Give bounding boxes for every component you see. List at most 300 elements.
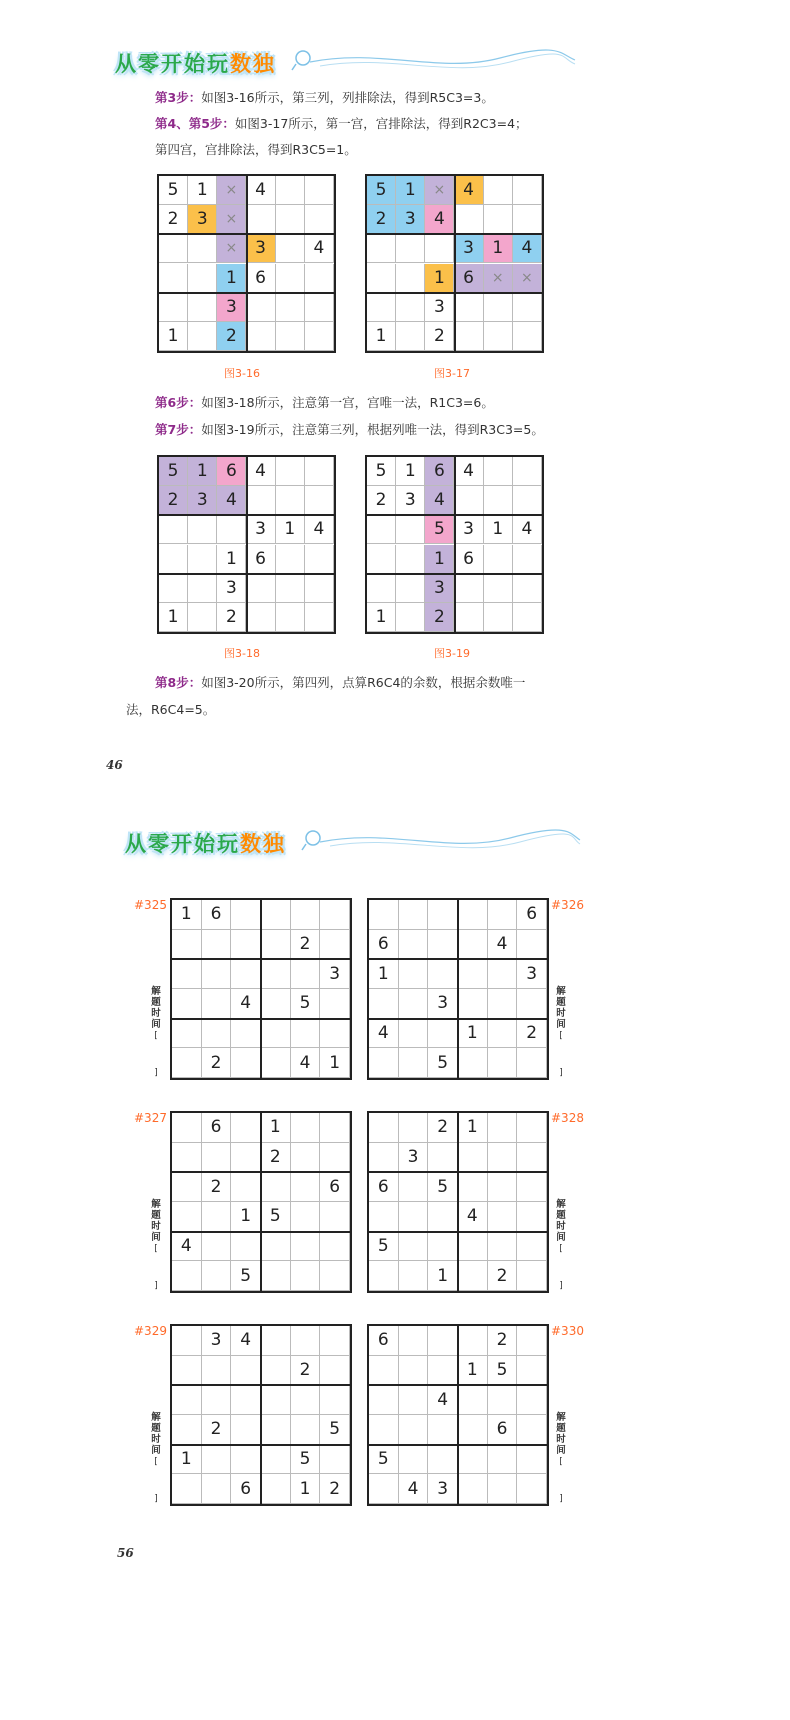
grid-cell <box>488 1019 518 1049</box>
grid-cell <box>261 1356 291 1386</box>
grid-cell <box>488 1113 518 1143</box>
grid-cell <box>291 1113 321 1143</box>
grid-cell <box>305 603 334 632</box>
grid-cell <box>320 1202 350 1232</box>
caption-fig17: 图3-17 <box>434 367 470 380</box>
grid-cell <box>276 545 305 574</box>
grid-cell: 1 <box>188 176 217 205</box>
book-title <box>115 48 276 78</box>
step-body: 如图3-17所示，第一宫，宫排除法，得到R2C3=4； <box>234 116 528 131</box>
grid-cell: 4 <box>305 515 334 544</box>
grid-cell <box>484 293 513 322</box>
grid-cell <box>425 234 454 263</box>
grid-cell: 5 <box>369 1232 399 1262</box>
grid-cell: 3 <box>396 205 425 234</box>
grid-cell: 4 <box>291 1048 321 1078</box>
puzzle-number: #327 <box>134 1111 167 1125</box>
grid-cell <box>399 1445 429 1475</box>
book-header-page2 <box>0 820 720 870</box>
grid-cell: 5 <box>425 515 454 544</box>
grid-cell <box>399 1113 429 1143</box>
grid-cell <box>458 1385 488 1415</box>
step8-text <box>155 674 525 692</box>
grid-cell <box>291 1019 321 1049</box>
box-divider <box>367 233 542 235</box>
grid-cell: 1 <box>425 545 454 574</box>
grid-cell <box>369 989 399 1019</box>
grid-cell <box>159 293 188 322</box>
grid-cell <box>202 1143 232 1173</box>
grid-cell <box>172 930 202 960</box>
box-divider <box>172 1018 350 1020</box>
grid-cell: 2 <box>217 603 246 632</box>
step-label: 第6步： <box>155 395 202 410</box>
grid-cell: 6 <box>455 264 484 293</box>
box-divider <box>369 1444 547 1446</box>
grid-cell: 4 <box>231 1326 261 1356</box>
box-divider <box>159 233 334 235</box>
grid-cell <box>399 1202 429 1232</box>
grid-cell: 2 <box>320 1474 350 1504</box>
puzzle-grid <box>367 898 549 1080</box>
book-title-part1: 从零开始玩 <box>115 52 230 76</box>
grid-cell: 6 <box>247 545 276 574</box>
grid-cell: 1 <box>369 959 399 989</box>
grid-cell <box>247 322 276 351</box>
grid-cell <box>320 1232 350 1262</box>
grid-cell <box>367 545 396 574</box>
grid-cell <box>517 1415 547 1445</box>
step45-text <box>155 115 528 133</box>
grid-cell <box>367 293 396 322</box>
grid-cell <box>261 1474 291 1504</box>
grid-cell <box>231 1232 261 1262</box>
grid-cell: 2 <box>367 205 396 234</box>
grid-cell <box>455 486 484 515</box>
grid-cell <box>399 989 429 1019</box>
grid-cell <box>261 1385 291 1415</box>
time-bracket-close: ] <box>154 1494 158 1504</box>
grid-cell <box>320 1385 350 1415</box>
grid-cell: 1 <box>159 322 188 351</box>
grid-cell: 2 <box>291 1356 321 1386</box>
grid-cell <box>172 1019 202 1049</box>
grid-cell <box>291 1143 321 1173</box>
grid-cell <box>320 930 350 960</box>
grid-cell <box>484 205 513 234</box>
grid-cell <box>396 603 425 632</box>
grid-cell <box>458 1261 488 1291</box>
grid-cell: × <box>217 234 246 263</box>
grid-cell <box>261 1232 291 1262</box>
grid-cell <box>261 930 291 960</box>
step3-text <box>155 89 494 107</box>
grid-cell <box>276 264 305 293</box>
grid-cell <box>484 457 513 486</box>
grid-cell: 4 <box>513 515 542 544</box>
grid-cell: 3 <box>425 574 454 603</box>
grid-cell <box>276 293 305 322</box>
box-divider <box>159 573 334 575</box>
grid-cell: 3 <box>188 205 217 234</box>
grid-cell <box>291 1385 321 1415</box>
grid-cell <box>320 1143 350 1173</box>
step7-text <box>155 421 544 439</box>
grid-cell <box>320 1326 350 1356</box>
grid-cell: 2 <box>367 486 396 515</box>
puzzle-number: #329 <box>134 1324 167 1338</box>
grid-cell <box>261 1415 291 1445</box>
grid-cell: 2 <box>488 1261 518 1291</box>
grid-cell: 4 <box>247 176 276 205</box>
grid-cell <box>305 205 334 234</box>
grid-cell: × <box>513 264 542 293</box>
grid-cell: 5 <box>320 1415 350 1445</box>
grid-cell: 1 <box>217 264 246 293</box>
grid-cell <box>396 545 425 574</box>
grid-cell <box>484 574 513 603</box>
grid-cell: 5 <box>291 989 321 1019</box>
grid-cell <box>247 574 276 603</box>
time-bracket-open: [ <box>154 1031 158 1041</box>
grid-cell: 6 <box>202 1113 232 1143</box>
book-header <box>0 40 720 90</box>
grid-cell <box>517 1385 547 1415</box>
grid-cell: 5 <box>488 1356 518 1386</box>
grid-cell: 4 <box>399 1474 429 1504</box>
grid-cell <box>513 486 542 515</box>
grid-cell <box>231 1385 261 1415</box>
grid-cell <box>517 1113 547 1143</box>
solve-time-label: 解题时间 <box>556 986 566 1030</box>
grid-cell: 3 <box>396 486 425 515</box>
grid-cell <box>369 1113 399 1143</box>
grid-cell <box>276 176 305 205</box>
puzzle-grid <box>367 1111 549 1293</box>
grid-cell: 6 <box>247 264 276 293</box>
grid-cell <box>172 1356 202 1386</box>
grid-cell <box>159 574 188 603</box>
grid-cell <box>231 1415 261 1445</box>
grid-cell <box>231 930 261 960</box>
grid-cell <box>202 1356 232 1386</box>
grid-cell: 1 <box>320 1048 350 1078</box>
grid-cell <box>247 486 276 515</box>
grid-cell <box>488 1474 518 1504</box>
grid-cell <box>428 1019 458 1049</box>
grid-cell <box>369 1356 399 1386</box>
box-divider <box>246 176 248 351</box>
grid-cell <box>202 1019 232 1049</box>
grid-cell: 5 <box>367 176 396 205</box>
grid-cell <box>291 1172 321 1202</box>
grid-cell: 6 <box>320 1172 350 1202</box>
grid-cell <box>305 293 334 322</box>
grid-cell <box>367 234 396 263</box>
grid-cell <box>172 1113 202 1143</box>
grid-cell <box>517 1356 547 1386</box>
grid-cell <box>172 1326 202 1356</box>
grid-cell <box>276 486 305 515</box>
grid-cell <box>291 1232 321 1262</box>
grid-cell <box>276 205 305 234</box>
grid-cell: 2 <box>261 1143 291 1173</box>
grid-cell: 2 <box>159 486 188 515</box>
grid-cell: 5 <box>367 457 396 486</box>
grid-cell <box>428 1202 458 1232</box>
grid-cell: 1 <box>458 1356 488 1386</box>
grid-cell: 1 <box>396 457 425 486</box>
grid-cell <box>320 1113 350 1143</box>
grid-cell <box>217 515 246 544</box>
grid-cell <box>484 545 513 574</box>
grid-cell <box>488 1143 518 1173</box>
grid-cell: 5 <box>231 1261 261 1291</box>
grid-cell <box>484 322 513 351</box>
grid-cell <box>513 205 542 234</box>
puzzle-grid <box>367 1324 549 1506</box>
grid-cell <box>261 1326 291 1356</box>
grid-cell <box>488 1445 518 1475</box>
solve-time-label: 解题时间 <box>556 1199 566 1243</box>
grid-cell <box>231 1143 261 1173</box>
grid-cell <box>517 1232 547 1262</box>
grid-cell: 1 <box>217 545 246 574</box>
grid-cell: 4 <box>455 176 484 205</box>
grid-cell <box>455 603 484 632</box>
sudoku-grid <box>365 174 544 353</box>
grid-cell: 3 <box>425 293 454 322</box>
box-divider <box>369 1018 547 1020</box>
grid-cell: 1 <box>425 264 454 293</box>
step-body: 如图3-18所示，注意第一宫，宫唯一法，R1C3=6。 <box>201 395 494 410</box>
grid-cell: 4 <box>513 234 542 263</box>
box-divider <box>369 958 547 960</box>
grid-cell: 5 <box>159 176 188 205</box>
grid-cell <box>188 322 217 351</box>
grid-cell <box>202 1445 232 1475</box>
box-divider <box>367 292 542 294</box>
grid-cell: 4 <box>458 1202 488 1232</box>
grid-cell: 2 <box>202 1172 232 1202</box>
grid-cell <box>428 900 458 930</box>
grid-cell <box>369 1048 399 1078</box>
grid-cell <box>399 1048 429 1078</box>
caption-fig18: 图3-18 <box>224 647 260 660</box>
grid-cell: 5 <box>369 1445 399 1475</box>
sudoku-grid <box>157 174 336 353</box>
grid-cell: 3 <box>247 515 276 544</box>
time-bracket-open: [ <box>559 1244 563 1254</box>
grid-cell <box>517 930 547 960</box>
grid-cell <box>276 457 305 486</box>
grid-cell <box>484 486 513 515</box>
grid-cell: 2 <box>517 1019 547 1049</box>
grid-cell <box>261 1172 291 1202</box>
grid-cell: 3 <box>399 1143 429 1173</box>
grid-cell <box>458 1415 488 1445</box>
step-body: 如图3-19所示，注意第三列，根据列唯一法，得到R3C3=5。 <box>201 422 544 437</box>
step-label: 第7步： <box>155 422 202 437</box>
grid-cell <box>428 959 458 989</box>
grid-cell: 6 <box>231 1474 261 1504</box>
grid-cell: 2 <box>202 1048 232 1078</box>
grid-cell <box>276 574 305 603</box>
grid-cell <box>517 1172 547 1202</box>
puzzle-number: #328 <box>551 1111 584 1125</box>
box-divider <box>172 1231 350 1233</box>
grid-cell <box>458 1326 488 1356</box>
grid-cell <box>231 1019 261 1049</box>
time-bracket-close: ] <box>154 1281 158 1291</box>
solve-time-label: 解题时间 <box>556 1412 566 1456</box>
grid-cell: 4 <box>231 989 261 1019</box>
grid-cell: 3 <box>217 574 246 603</box>
grid-cell <box>172 1415 202 1445</box>
grid-cell <box>202 1474 232 1504</box>
grid-cell <box>159 264 188 293</box>
grid-cell: 1 <box>276 515 305 544</box>
box-divider <box>172 958 350 960</box>
grid-cell <box>369 1143 399 1173</box>
grid-cell <box>291 959 321 989</box>
time-bracket-close: ] <box>559 1494 563 1504</box>
grid-cell: 2 <box>217 322 246 351</box>
grid-cell: 6 <box>425 457 454 486</box>
grid-cell <box>455 205 484 234</box>
box-divider <box>369 1171 547 1173</box>
grid-cell: 1 <box>458 1113 488 1143</box>
grid-cell <box>172 1143 202 1173</box>
grid-cell <box>305 574 334 603</box>
grid-cell <box>261 1048 291 1078</box>
box-divider <box>172 1171 350 1173</box>
step-label: 第8步： <box>155 675 202 690</box>
grid-cell <box>202 930 232 960</box>
grid-cell: 6 <box>369 1326 399 1356</box>
grid-cell <box>399 1261 429 1291</box>
grid-cell <box>513 545 542 574</box>
grid-cell <box>276 322 305 351</box>
grid-cell <box>320 1356 350 1386</box>
grid-cell <box>399 1019 429 1049</box>
time-bracket-open: [ <box>559 1031 563 1041</box>
grid-cell <box>261 1019 291 1049</box>
caption-fig16: 图3-16 <box>224 367 260 380</box>
grid-cell: 6 <box>517 900 547 930</box>
grid-cell: 5 <box>428 1172 458 1202</box>
grid-cell: 3 <box>217 293 246 322</box>
caption-fig19: 图3-19 <box>434 647 470 660</box>
grid-cell <box>172 989 202 1019</box>
grid-cell <box>458 1143 488 1173</box>
grid-cell <box>488 1385 518 1415</box>
grid-cell <box>172 1048 202 1078</box>
grid-cell: 4 <box>172 1232 202 1262</box>
puzzle-number: #326 <box>551 898 584 912</box>
time-bracket-close: ] <box>559 1281 563 1291</box>
grid-cell: 6 <box>217 457 246 486</box>
grid-cell <box>276 603 305 632</box>
grid-cell <box>517 1445 547 1475</box>
grid-cell <box>276 234 305 263</box>
puzzle-grid <box>170 1324 352 1506</box>
grid-cell: 2 <box>202 1415 232 1445</box>
grid-cell: 3 <box>320 959 350 989</box>
grid-cell: 4 <box>425 486 454 515</box>
grid-cell <box>188 574 217 603</box>
grid-cell <box>202 989 232 1019</box>
grid-cell: 1 <box>484 515 513 544</box>
grid-cell <box>261 989 291 1019</box>
grid-cell <box>458 1172 488 1202</box>
grid-cell <box>305 176 334 205</box>
grid-cell <box>458 1232 488 1262</box>
grid-cell <box>513 574 542 603</box>
grid-cell <box>396 264 425 293</box>
grid-cell <box>458 1474 488 1504</box>
grid-cell <box>517 1326 547 1356</box>
grid-cell <box>261 959 291 989</box>
box-divider <box>172 1444 350 1446</box>
grid-cell: 1 <box>367 603 396 632</box>
step8-text-line2: 法，R6C4=5。 <box>126 702 216 717</box>
grid-cell: 5 <box>261 1202 291 1232</box>
grid-cell: 5 <box>291 1445 321 1475</box>
grid-cell <box>458 900 488 930</box>
grid-cell <box>159 545 188 574</box>
grid-cell: 1 <box>231 1202 261 1232</box>
box-divider <box>246 457 248 632</box>
grid-cell: 2 <box>425 603 454 632</box>
grid-cell <box>172 1385 202 1415</box>
grid-cell: 1 <box>367 322 396 351</box>
grid-cell <box>172 1202 202 1232</box>
box-divider <box>260 900 262 1078</box>
box-divider <box>367 514 542 516</box>
grid-cell <box>399 1172 429 1202</box>
grid-cell: 6 <box>369 930 399 960</box>
grid-cell <box>261 1445 291 1475</box>
grid-cell: 1 <box>458 1019 488 1049</box>
grid-cell <box>513 176 542 205</box>
grid-cell <box>517 989 547 1019</box>
grid-cell <box>428 1232 458 1262</box>
grid-cell <box>458 959 488 989</box>
grid-cell: × <box>425 176 454 205</box>
grid-cell <box>484 603 513 632</box>
grid-cell <box>399 930 429 960</box>
grid-cell <box>517 1261 547 1291</box>
solve-time-label: 解题时间 <box>151 1412 161 1456</box>
step45-text-line2: 第四宫，宫排除法，得到R3C5=1。 <box>155 142 357 157</box>
box-divider <box>457 1326 459 1504</box>
sudoku-grid <box>365 455 544 634</box>
grid-cell <box>488 1172 518 1202</box>
grid-cell: 5 <box>159 457 188 486</box>
grid-cell <box>369 1415 399 1445</box>
grid-cell <box>188 234 217 263</box>
grid-cell: 2 <box>488 1326 518 1356</box>
grid-cell <box>291 1415 321 1445</box>
grid-cell: 6 <box>202 900 232 930</box>
grid-cell <box>513 603 542 632</box>
grid-cell <box>202 1232 232 1262</box>
puzzle-grid <box>170 1111 352 1293</box>
grid-cell <box>428 1356 458 1386</box>
grid-cell <box>428 930 458 960</box>
book-title <box>125 828 286 858</box>
